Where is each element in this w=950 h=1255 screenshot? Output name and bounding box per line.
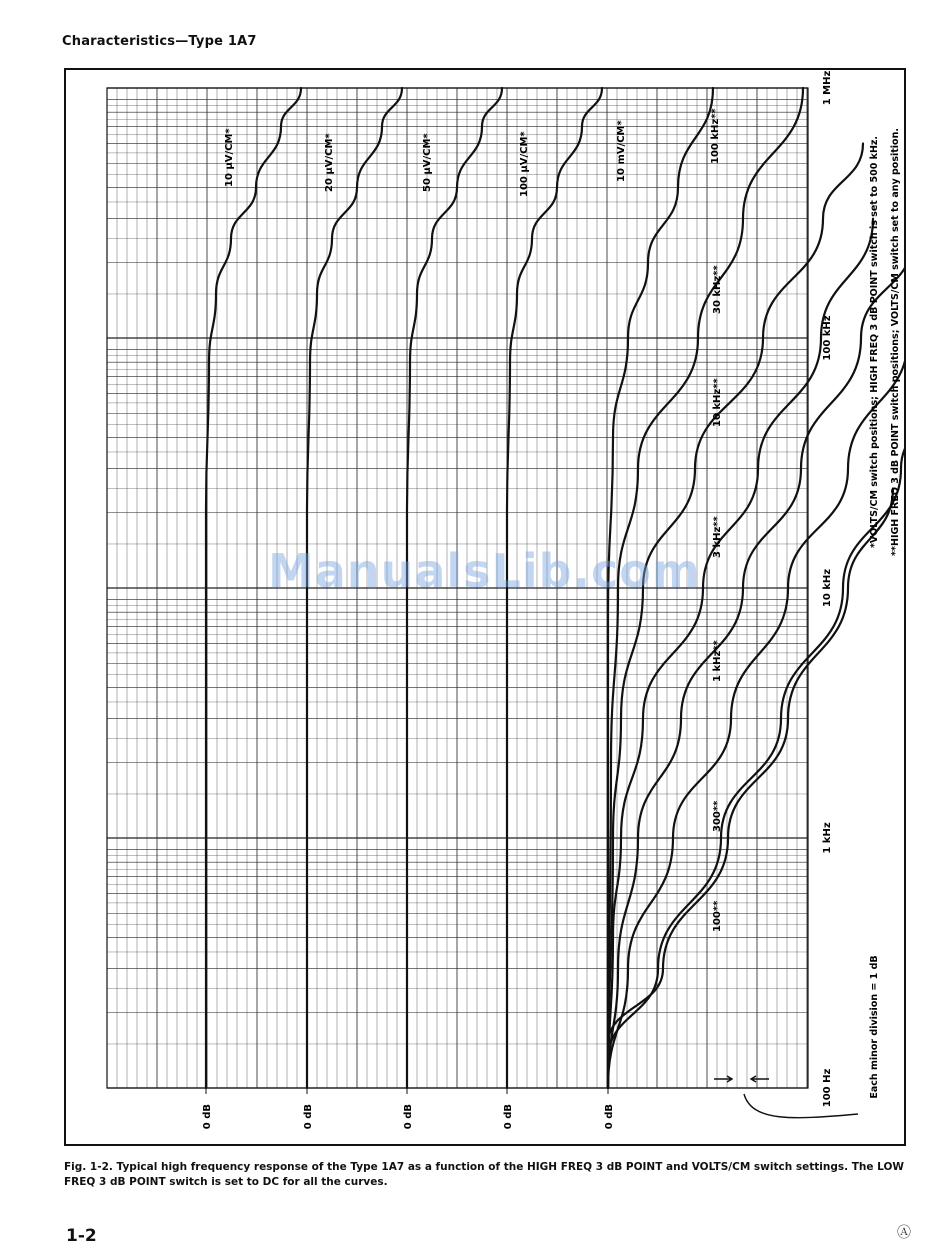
watermark: ManualsLib.com [268,544,701,598]
y-reference-label: 0 dB [303,1104,314,1130]
y-reference-label: 0 dB [403,1104,414,1130]
series-label: 100 µV/CM* [519,131,530,197]
series-label: 10 kHz** [712,378,723,427]
series-label: 10 µV/CM* [224,128,235,187]
series-label: 10 mV/CM* [616,120,627,182]
series-label: 3 kHz** [712,516,723,558]
series-label: 300** [712,800,723,832]
series-curve [608,144,863,1089]
x-tick-label: 100 kHz [822,315,833,361]
series-curve [608,394,904,1060]
division-callout-line [744,1094,858,1118]
series-label: 100 kHz** [710,108,721,164]
x-tick-label: 1 MHz [822,70,833,106]
series-label: 1 kHz** [712,640,723,682]
series-curve [608,219,873,1088]
series-label: 100** [712,900,723,932]
minor-division-note: Each minor division = 1 dB [869,955,880,1099]
division-arrow-left [714,1076,732,1082]
x-tick-label: 1 kHz [822,822,833,854]
figure-caption: Fig. 1-2. Typical high frequency response of the Type 1A7 as a function of the HIGH FREQ 3 dB POINT and VOLTS/CM switch settings. The LOW FREQ 3 dB POINT switch is set to DC for all the curves. [64,1161,904,1188]
footnote-volts-cm: *VOLTS/CM switch positions; HIGH FREQ 3 dB POINT switch is set to 500 kHz. [869,135,880,549]
x-tick-label: 10 kHz [822,568,833,608]
y-reference-label: 0 dB [202,1104,213,1130]
y-reference-label: 0 dB [604,1104,615,1130]
publisher-logo: Ⓐ [897,1225,911,1241]
series-label: 50 µV/CM* [422,133,433,192]
page-header: Characteristics—Type 1A7 [62,34,257,49]
page-number: 1-2 [66,1226,97,1246]
series-label: 20 µV/CM* [324,133,335,192]
division-arrow-right [751,1076,769,1082]
frequency-response-chart [66,70,904,1144]
x-tick-label: 100 Hz [822,1068,833,1108]
y-reference-label: 0 dB [503,1104,514,1130]
footnote-high-freq: **HIGH FREQ 3 dB POINT switch positions; VOLTS/CM switch set to any position. [890,128,901,556]
series-label: 30 kHz** [712,265,723,314]
figure-frame [64,68,906,1146]
